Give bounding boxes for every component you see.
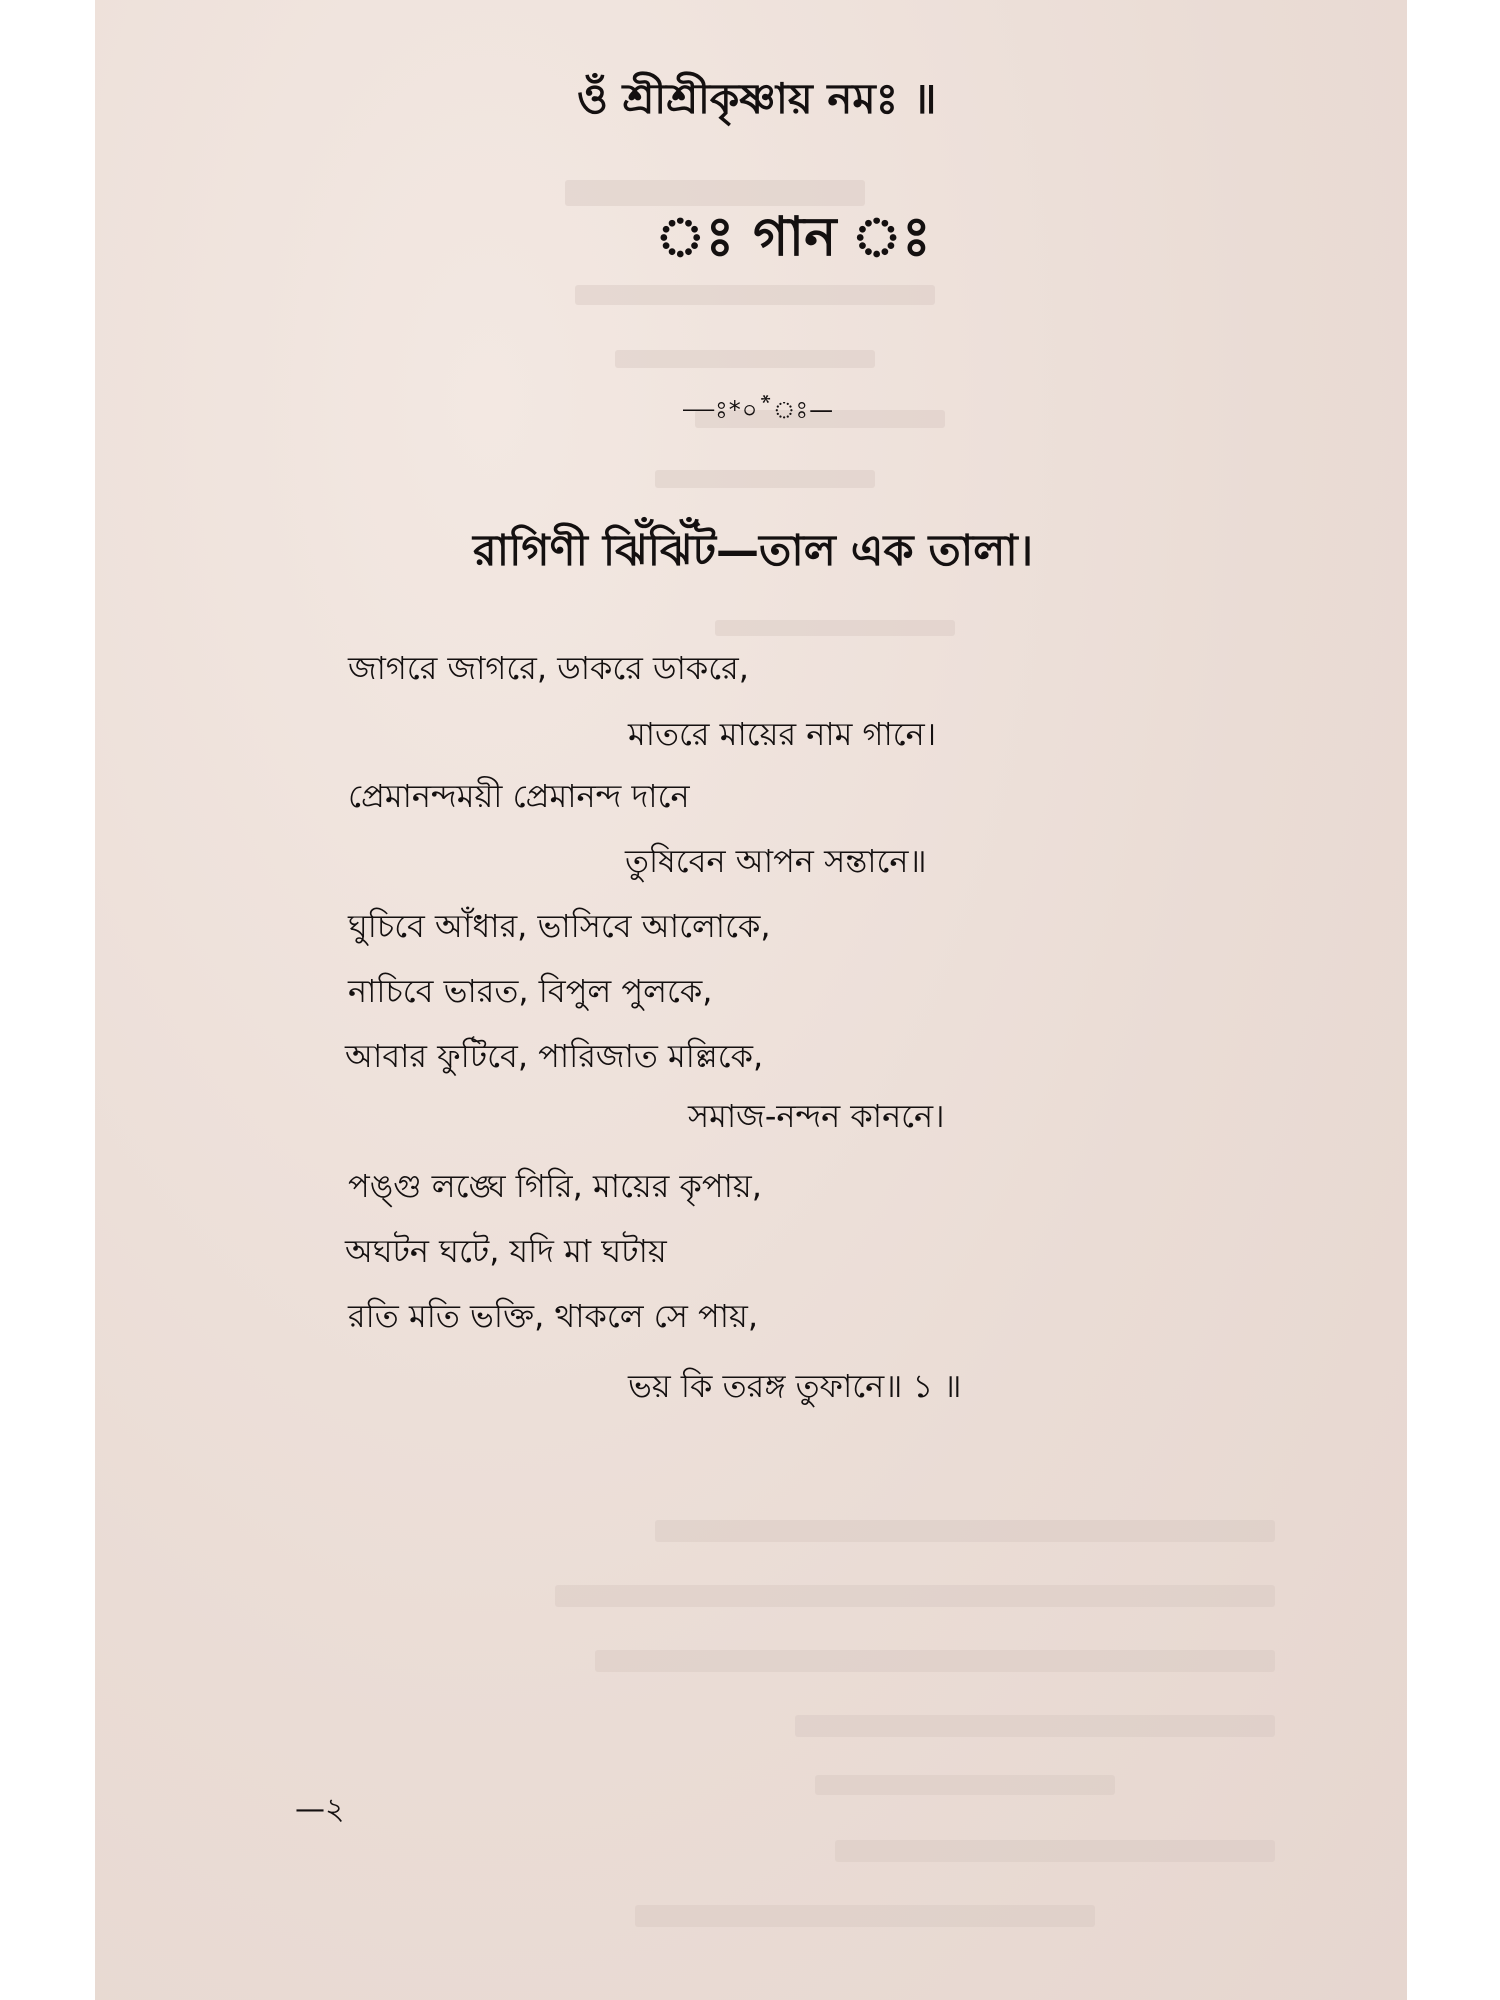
bleed-through-mark [795,1715,1275,1737]
page-title: ঃ গান ঃ [655,205,931,268]
invocation-line: ওঁ শ্রীশ্রীকৃষ্ণায় নমঃ ॥ [577,74,937,123]
bleed-through-mark [555,1585,1275,1607]
bleed-through-mark [715,620,955,636]
bleed-through-mark [565,180,865,206]
bleed-through-mark [815,1775,1115,1795]
bleed-through-mark [595,1650,1275,1672]
ornament-divider: —ঃ*০*ঃ— [683,396,835,424]
raga-heading: রাগিণী ঝিঁঝিঁট—তাল এক তালা। [473,526,1034,576]
book-page [95,0,1407,2000]
verse-line: অঘটন ঘটে, যদি মা ঘটায় [345,1232,667,1270]
verse-line: ঘুচিবে আঁধার, ভাসিবে আলোকে, [348,907,771,945]
bleed-through-mark [575,285,935,305]
page-number: —২ [295,1792,345,1827]
verse-line: পঙ্গু লঙ্ঘে গিরি, মায়ের কৃপায়, [348,1167,762,1205]
bleed-through-mark [635,1905,1095,1927]
verse-line: রতি মতি ভক্তি, থাকলে সে পায়, [348,1297,759,1335]
verse-line: জাগরে জাগরে, ডাকরে ডাকরে, [348,649,749,687]
bleed-through-mark [615,350,875,368]
verse-line: মাতরে মায়ের নাম গানে। [628,715,937,753]
verse-line: আবার ফুটিবে, পারিজাত মল্লিকে, [345,1037,764,1075]
verse-line: প্রেমানন্দময়ী প্রেমানন্দ দানে [348,777,690,815]
verse-line: তুষিবেন আপন সন্তানে॥ [625,842,927,880]
bleed-through-mark [655,1520,1275,1542]
verse-line: নাচিবে ভারত, বিপুল পুলকে, [348,972,713,1010]
bleed-through-mark [655,470,875,488]
bleed-through-mark [835,1840,1275,1862]
verse-line: সমাজ-নন্দন কাননে। [688,1097,945,1135]
verse-line: ভয় কি তরঙ্গ তুফানে॥ ১ ॥ [628,1367,962,1405]
